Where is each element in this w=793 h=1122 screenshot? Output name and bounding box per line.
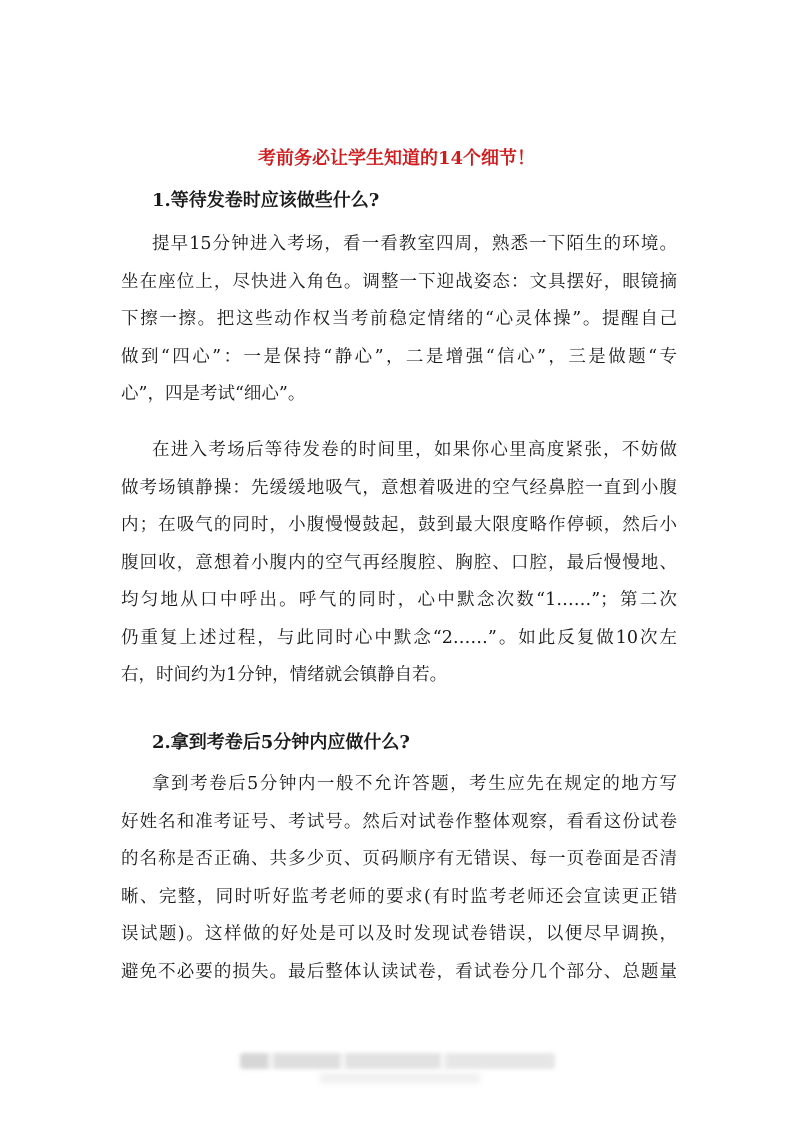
blurred-footer-watermark-shadow xyxy=(320,1073,480,1083)
paragraph-line: 均匀地从口中呼出。呼气的同时，心中默念次数“1……”；第二次 xyxy=(121,590,677,610)
section-2-heading: 2.拿到考卷后5分钟内应做什么? xyxy=(152,732,410,753)
paragraph-line: 仍重复上述过程，与此同时心中默念“2……”。如此反复做10次左 xyxy=(121,627,677,648)
paragraph-line: 坐在座位上，尽快进入角色。调整一下迎战姿态：文具摆好，眼镜摘 xyxy=(121,271,677,292)
paragraph-line: 右，时间约为1分钟，情绪就会镇静自若。 xyxy=(121,665,448,685)
paragraph-line: 心”，四是考试“细心”。 xyxy=(121,384,306,404)
section-2-paragraph-1 xyxy=(121,766,677,991)
paragraph-line: 拿到考卷后5分钟内一般不允许答题，考生应先在规定的地方写 xyxy=(152,774,677,794)
paragraph-line: 晰、完整，同时听好监考老师的要求(有时监考老师还会宣读更正错 xyxy=(121,886,677,907)
paragraph-line: 下擦一擦。把这些动作权当考前稳定情绪的“心灵体操”。提醒自己 xyxy=(121,309,677,329)
paragraph-line: 做到“四心”：一是保持“静心”，二是增强“信心”，三是做题“专 xyxy=(121,346,677,367)
document-title: 考前务必让学生知道的14个细节！ xyxy=(257,148,536,169)
section-1-paragraph-2 xyxy=(121,432,677,695)
section-1-heading: 1.等待发卷时应该做些什么? xyxy=(152,190,380,211)
blurred-footer-watermark xyxy=(240,1053,555,1069)
paragraph-line: 做考场镇静操：先缓缓地吸气，意想着吸进的空气经鼻腔一直到小腹 xyxy=(121,477,677,498)
paragraph-line: 提早15分钟进入考场，看一看教室四周，熟悉一下陌生的环境。 xyxy=(152,234,677,254)
paragraph-line: 误试题)。这样做的好处是可以及时发现试卷错误，以便尽早调换， xyxy=(121,924,677,944)
paragraph-line: 腹回收，意想着小腹内的空气再经腹腔、胸腔、口腔，最后慢慢地、 xyxy=(121,552,677,573)
paragraph-line: 好姓名和准考证号、考试号。然后对试卷作整体观察，看看这份试卷 xyxy=(121,811,677,832)
paragraph-line: 内；在吸气的同时，小腹慢慢鼓起，鼓到最大限度略作停顿，然后小 xyxy=(121,515,677,535)
paragraph-line: 的名称是否正确、共多少页、页码顺序有无错误、每一页卷面是否清 xyxy=(121,849,677,869)
paragraph-line: 在进入考场后等待发卷的时间里，如果你心里高度紧张，不妨做 xyxy=(152,440,677,460)
section-1-paragraph-1 xyxy=(121,226,677,414)
paragraph-line: 避免不必要的损失。最后整体认读试卷，看试卷分几个部分、总题量 xyxy=(121,961,677,982)
